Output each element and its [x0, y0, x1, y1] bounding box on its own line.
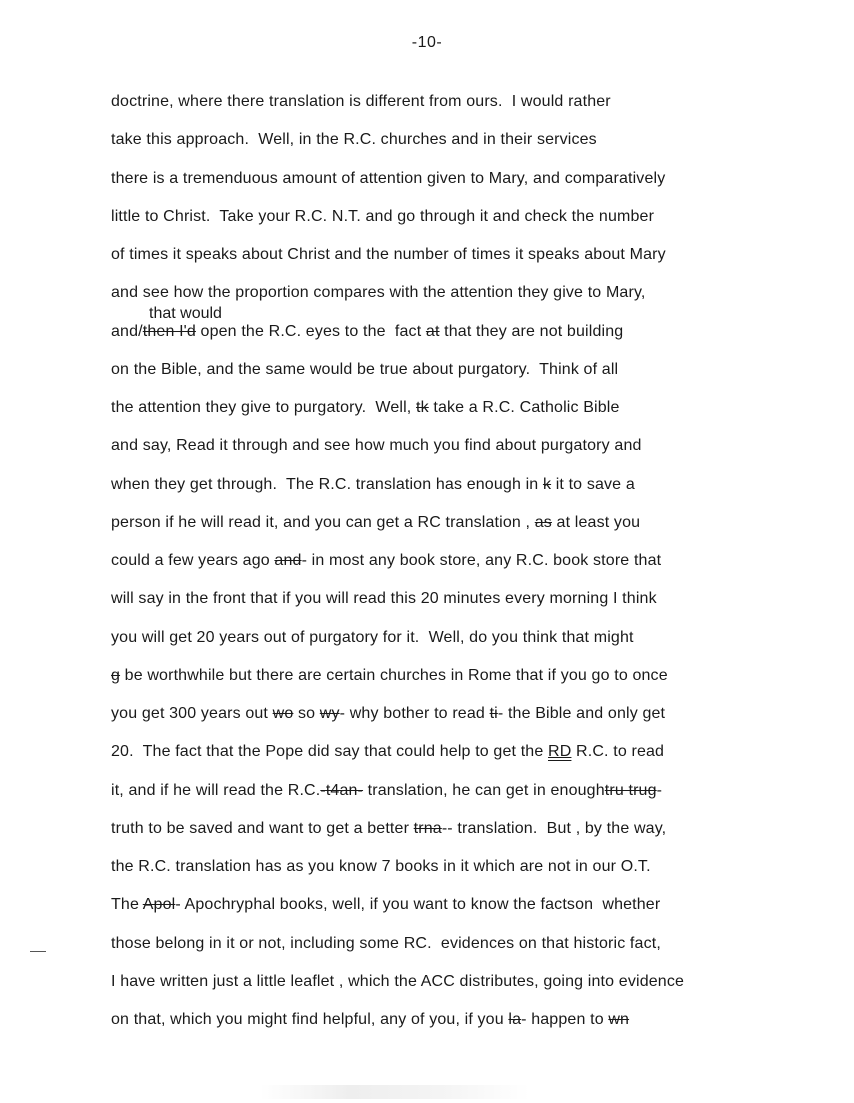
text-line: [111, 705, 665, 723]
text-line: [111, 170, 665, 188]
text-segment: open the R.C. eyes to the fact: [195, 322, 426, 340]
text-segment: little to Christ. Take your R.C. N.T. and go through it and check the number: [111, 207, 655, 225]
text-line: [111, 399, 620, 417]
text-segment: and/: [111, 322, 143, 340]
text-segment: 20. The fact that the Pope did say that could help to get the: [111, 743, 549, 761]
text-segment: be worthwhile but there are certain churches in Rome that if you go to once: [120, 666, 668, 684]
text-line: [111, 935, 661, 953]
text-segment: you will get 20 years out of purgatory for it. Well, do you think that might: [111, 628, 634, 646]
struck-text: tk: [416, 399, 429, 416]
text-segment: there is a tremenduous amount of attention given to Mary, and comparatively: [111, 169, 666, 187]
text-segment: it, and if he will read the R.C.: [111, 781, 321, 799]
struck-text: wn: [608, 1011, 630, 1028]
struck-text: la: [508, 1011, 522, 1028]
text-segment: of times it speaks about Christ and the number of times it speaks about Mary: [111, 246, 666, 263]
text-line: [111, 782, 662, 800]
text-line: [111, 896, 660, 914]
text-segment: on that, which you might find helpful, any of you, if you: [111, 1011, 509, 1028]
text-line: [111, 284, 646, 302]
text-segment: so: [293, 705, 320, 722]
text-segment: and say, Read it through and see how much you find about purgatory and: [111, 437, 642, 455]
text-segment: the attention they give to purgatory. Well,: [111, 399, 416, 416]
struck-text: then I'd: [142, 322, 196, 340]
struck-text: -t4an-: [320, 781, 364, 799]
text-segment: - happen to: [521, 1011, 609, 1028]
text-segment: when they get through. The R.C. translation has enough in: [111, 475, 543, 493]
text-segment: it to save a: [551, 475, 635, 493]
text-segment: you get 300 years out: [111, 705, 273, 722]
text-segment: and see how the proportion compares with the attention they give to Mary,: [111, 284, 646, 302]
text-segment: - in most any book store, any R.C. book store that: [301, 552, 662, 569]
underlined-text: RD: [548, 743, 572, 761]
scan-smudge: [260, 1085, 530, 1099]
struck-text: g: [111, 666, 121, 684]
text-segment: on the Bible, and the same would be true about purgatory. Think of all: [111, 360, 619, 378]
text-segment: R.C. to read: [571, 743, 665, 761]
text-segment: - why bother to read: [339, 705, 490, 722]
text-line: [111, 552, 661, 570]
text-segment: truth to be saved and want to get a better: [111, 819, 414, 837]
text-line: [111, 93, 611, 111]
text-segment: that they are not building: [439, 322, 624, 340]
text-segment: the R.C. translation has as you know 7 books in it which are not in our O.T.: [111, 858, 651, 875]
text-segment: -: [656, 781, 663, 799]
struck-text: trna: [413, 819, 442, 837]
struck-text: at: [425, 322, 440, 340]
text-segment: translation, he can get in enough: [363, 781, 605, 799]
struck-text: Apol: [142, 896, 176, 914]
page-number: -10-: [411, 34, 443, 51]
text-line: [111, 323, 623, 341]
text-segment: -- translation. But , by the way,: [441, 819, 667, 837]
text-line: [111, 437, 642, 455]
text-segment: at least you: [551, 513, 641, 531]
text-line: [111, 858, 651, 876]
text-segment: those belong in it or not, including some RC. evidences on that historic fact,: [111, 934, 661, 952]
text-segment: take this approach. Well, in the R.C. churches and in their services: [111, 131, 597, 149]
text-segment: will say in the front that if you will read this 20 minutes every morning I think: [111, 590, 657, 608]
text-segment: take a R.C. Catholic Bible: [428, 399, 620, 416]
margin-mark: [30, 951, 46, 952]
text-line: [111, 246, 666, 264]
struck-text: and: [274, 552, 302, 569]
text-line: [111, 667, 668, 685]
text-segment: - Apochryphal books, well, if you want to know the factson whether: [175, 896, 661, 914]
text-segment: The: [111, 896, 143, 914]
struck-text: ti: [489, 705, 498, 722]
text-line: [111, 820, 666, 838]
text-segment: doctrine, where there translation is different from ours. I would rather: [111, 93, 611, 110]
text-line: [111, 973, 684, 991]
text-line: [111, 1011, 629, 1029]
struck-text: wy: [319, 705, 340, 722]
text-line: [111, 131, 597, 149]
text-line: [111, 361, 618, 379]
text-line: [111, 208, 654, 226]
text-segment: I have written just a little leaflet , which the ACC distributes, going into evidence: [111, 972, 685, 990]
struck-text: as: [534, 513, 552, 531]
text-line: [111, 590, 657, 608]
text-segment: could a few years ago: [111, 552, 275, 569]
text-segment: - the Bible and only get: [497, 705, 666, 722]
struck-text: k: [542, 475, 552, 493]
struck-text: wo: [272, 705, 294, 722]
handwritten-insertion: that would: [149, 305, 222, 322]
text-segment: person if he will read it, and you can get a RC translation ,: [111, 513, 535, 531]
text-line: [111, 743, 664, 761]
struck-text: tru trug: [604, 781, 657, 799]
text-line: [111, 629, 634, 647]
text-line: [111, 476, 635, 494]
text-line: [111, 514, 640, 532]
